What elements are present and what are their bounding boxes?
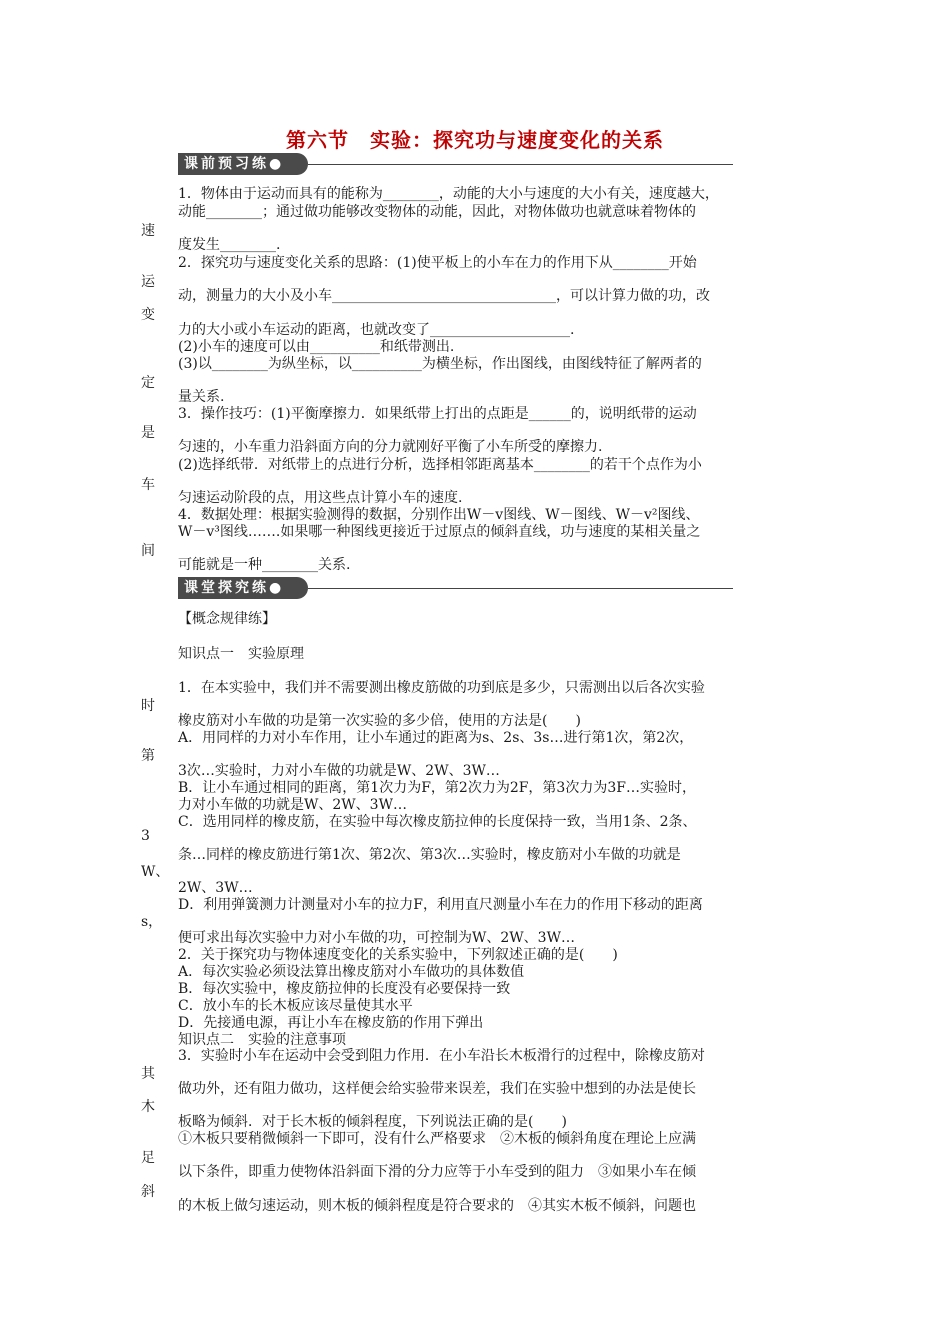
text-line: 的木板上做匀速运动，则木板的倾斜程度是符合要求的 ④其实木板不倾斜，问题也 [178, 1198, 696, 1214]
text-line: 4．数据处理：根据实验测得的数据，分别作出W－v图线、W－图线、W－v²图线、 [178, 507, 700, 523]
margin-char: 足 [141, 1150, 155, 1166]
text-line: 度发生________. [178, 237, 281, 253]
text-line: 以下条件，即重力使物体沿斜面下滑的分力应等于小车受到的阻力 ③如果小车在倾 [178, 1164, 696, 1180]
text-line: A．每次实验必须设法算出橡皮筋对小车做功的具体数值 [178, 964, 525, 980]
text-line: (3)以________为纵坐标，以__________为横坐标，作出图线，由图线特征了解两者的 [178, 356, 702, 372]
text-line: 做功外，还有阻力做功，这样便会给实验带来误差，我们在实验中想到的办法是使长 [178, 1081, 696, 1097]
text-line: 力对小车做的功就是W、2W、3W… [178, 797, 407, 813]
text-line: ①木板只要稍微倾斜一下即可，没有什么严格要求 ②木板的倾斜角度在理论上应满 [178, 1131, 696, 1147]
margin-char: W、 [141, 864, 170, 880]
text-line: C．放小车的长木板应该尽量使其水平 [178, 998, 413, 1014]
text-line: 匀速运动阶段的点，用这些点计算小车的速度. [178, 490, 463, 506]
text-line: 3次…实验时，力对小车做的功就是W、2W、3W… [178, 763, 500, 779]
text-line: 1．物体由于运动而具有的能称为________，动能的大小与速度的大小有关，速度越大， [178, 186, 719, 202]
text-line: B．让小车通过相同的距离，第1次力为F，第2次力为2F，第3次力为3F…实验时， [178, 780, 696, 796]
text-line: 1．在本实验中，我们并不需要测出橡皮筋做的功到底是多少，只需测出以后各次实验 [178, 680, 705, 696]
page-title: 第六节 实验：探究功与速度变化的关系 [286, 128, 664, 152]
text-line: 2．关于探究功与物体速度变化的关系实验中，下列叙述正确的是( ) [178, 947, 618, 963]
text-line: A．用同样的力对小车作用，让小车通过的距离为s、2s、3s…进行第1次，第2次， [178, 730, 694, 746]
text-line: W－v³图线…….如果哪一种图线更接近于过原点的倾斜直线，功与速度的某相关量之 [178, 524, 701, 540]
text-line: 2W、3W… [178, 880, 253, 896]
text-line: 3．操作技巧：(1)平衡摩擦力．如果纸带上打出的点距是______的，说明纸带的运动 [178, 406, 697, 422]
text-line: 力的大小或小车运动的距离，也就改变了____________________. [178, 322, 575, 338]
banner-label-class: 课堂探究练● [178, 577, 308, 599]
margin-char: 时 [141, 698, 155, 714]
margin-char: 3 [141, 828, 150, 844]
text-line: 条…同样的橡皮筋进行第1次、第2次、第3次…实验时，橡皮筋对小车做的功就是 [178, 847, 681, 863]
text-line: 匀速的，小车重力沿斜面方向的分力就刚好平衡了小车所受的摩擦力. [178, 439, 603, 455]
margin-char: 木 [141, 1099, 155, 1115]
text-line: B．每次实验中，橡皮筋拉伸的长度没有必要保持一致 [178, 981, 511, 997]
text-line: 3．实验时小车在运动中会受到阻力作用．在小车沿长木板滑行的过程中，除橡皮筋对 [178, 1048, 705, 1064]
text-line: 板略为倾斜．对于长木板的倾斜程度，下列说法正确的是( ) [178, 1114, 567, 1130]
margin-char: 车 [141, 477, 155, 493]
banner-rule-pre [308, 164, 733, 165]
text-line: D．先接通电源，再让小车在橡皮筋的作用下弹出 [178, 1015, 484, 1031]
text-line: C．选用同样的橡皮筋，在实验中每次橡皮筋拉伸的长度保持一致，当用1条、2条、 [178, 814, 697, 830]
banner-rule-class [308, 588, 733, 589]
text-line: 动，测量力的大小及小车________________________________，可以计算力做的功，改 [178, 288, 710, 304]
text-line: 动能________；通过做功能够改变物体的动能，因此，对物体做功也就意味着物体的 [178, 204, 696, 220]
margin-char: 定 [141, 375, 155, 391]
text-line: 2．探究功与速度变化关系的思路：(1)使平板上的小车在力的作用下从________开始 [178, 255, 697, 271]
margin-char: 是 [141, 425, 155, 441]
text-line: 知识点一 实验原理 [178, 646, 304, 662]
margin-char: 间 [141, 543, 155, 559]
margin-char: 变 [141, 307, 155, 323]
text-line: 便可求出每次实验中力对小车做的功，可控制为W、2W、3W… [178, 930, 575, 946]
margin-char: 第 [141, 748, 155, 764]
text-line: D．利用弹簧测力计测量对小车的拉力F，利用直尺测量小车在力的作用下移动的距离 [178, 897, 703, 913]
text-line: (2)选择纸带．对纸带上的点进行分析，选择相邻距离基本________的若干个点作为小 [178, 457, 702, 473]
text-line: 可能就是一种________关系. [178, 557, 351, 573]
margin-char: s， [141, 914, 163, 930]
text-line: (2)小车的速度可以由__________和纸带测出. [178, 339, 455, 355]
margin-char: 速 [141, 223, 155, 239]
text-line: 知识点二 实验的注意事项 [178, 1032, 346, 1048]
banner-label-pre: 课前预习练● [178, 153, 308, 175]
margin-char: 斜 [141, 1184, 155, 1200]
text-line: 橡皮筋对小车做的功是第一次实验的多少倍，使用的方法是( ) [178, 713, 581, 729]
margin-char: 运 [141, 274, 155, 290]
margin-char: 其 [141, 1066, 155, 1082]
text-line: 【概念规律练】 [178, 611, 276, 627]
text-line: 量关系. [178, 389, 225, 405]
